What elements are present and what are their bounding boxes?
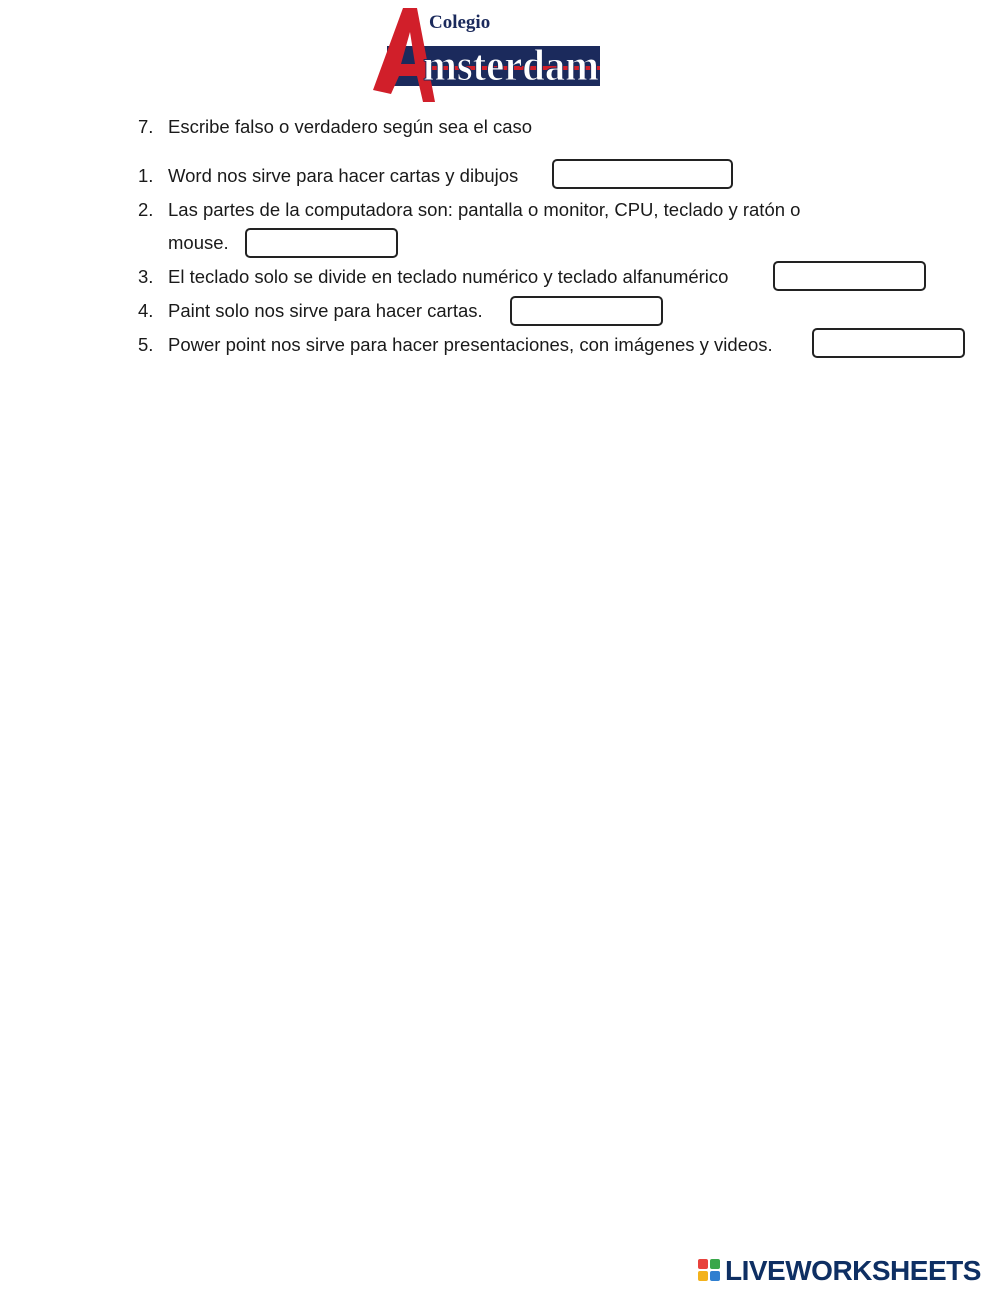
- colegio-amsterdam-logo: [365, 2, 605, 110]
- answer-input-1[interactable]: [552, 159, 733, 189]
- question-number: 5.: [138, 334, 154, 355]
- question-text-continued: mouse.: [168, 232, 229, 253]
- liveworksheets-brand[interactable]: LIVEWORKSHEETS: [725, 1255, 981, 1286]
- question-text: Paint solo nos sirve para hacer cartas.: [168, 300, 483, 321]
- logo-amsterdam-text: msterdam: [423, 41, 599, 90]
- logo-colegio-text: Colegio: [429, 12, 491, 33]
- question-text: Word nos sirve para hacer cartas y dibujos: [168, 165, 519, 186]
- question-number: 1.: [138, 165, 154, 186]
- question-text: Power point nos sirve para hacer presentaciones, con imágenes y videos.: [168, 334, 773, 355]
- instruction-number: 7.: [138, 116, 154, 137]
- answer-input-3[interactable]: [773, 261, 926, 291]
- question-number: 2.: [138, 199, 154, 220]
- question-text: El teclado solo se divide en teclado numérico y teclado alfanumérico: [168, 266, 729, 287]
- answer-input-4[interactable]: [510, 296, 663, 326]
- instruction-text: Escribe falso o verdadero según sea el caso: [168, 116, 533, 137]
- question-number: 4.: [138, 300, 154, 321]
- answer-input-5[interactable]: [812, 328, 965, 358]
- question-text: Las partes de la computadora son: pantalla o monitor, CPU, teclado y ratón o: [168, 199, 801, 220]
- liveworksheets-icon: [698, 1259, 722, 1283]
- icon-square-i: [710, 1259, 720, 1269]
- icon-square-e: [710, 1271, 720, 1281]
- icon-square-l: [698, 1259, 708, 1269]
- question-number: 3.: [138, 266, 154, 287]
- icon-square-v: [698, 1271, 708, 1281]
- answer-input-2[interactable]: [245, 228, 398, 258]
